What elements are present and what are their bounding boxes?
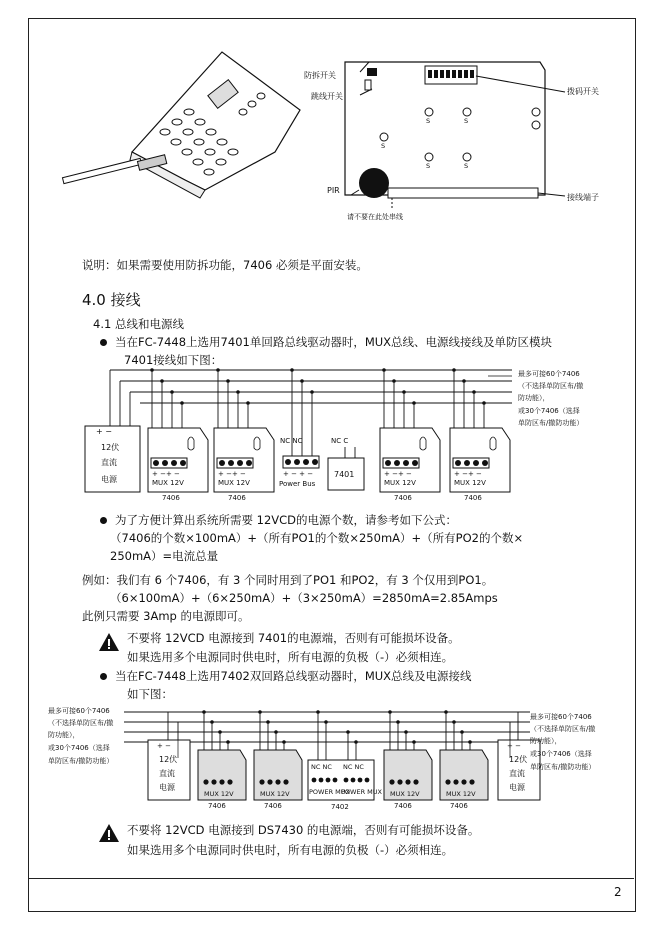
diagram1-note-line: 最多可接60个7406 <box>518 370 580 378</box>
d7402-nc: NC NC <box>311 763 332 771</box>
power-bus-terms: + − + − <box>283 470 314 478</box>
tamper-switch-label: 防拆开关 <box>304 71 336 80</box>
psu-power: 电源 <box>509 783 525 792</box>
d7402-name: 7402 <box>331 803 349 811</box>
no-wiring-label: 请不要在此处串线 <box>347 213 403 221</box>
module-name: 7406 <box>464 494 482 502</box>
diagram2-note-line: 防功能）， <box>48 731 80 739</box>
pir-label: PIR <box>327 186 340 195</box>
diagram2-note-line: 或30个7406（选择 <box>48 744 110 752</box>
diagram2-note-line: （不选择单防区布/撤 <box>48 719 114 727</box>
diagram1-note-line: 防功能）， <box>518 394 550 402</box>
diagram2-note-line: 或30个7406（选择 <box>530 750 592 758</box>
module-name: 7406 <box>450 802 468 810</box>
module-name: 7406 <box>394 494 412 502</box>
module-label: MUX 12V <box>390 790 420 798</box>
warning1-line2: 如果选用多个电源同时供电时，所有电源的负极（-）必须相连。 <box>127 650 454 664</box>
psu-12v: 12伏 <box>101 443 120 452</box>
warning2-line2: 如果选用多个电源同时供电时，所有电源的负极（-）必须相连。 <box>127 843 454 857</box>
module-terms: + −+ − <box>218 470 246 478</box>
diagram2-note-line: 最多可接60个7406 <box>48 707 110 715</box>
bullet-7401-text: 当在FC-7448上选用7401单回路总线驱动器时，MUX总线、电源线接线及单防区模块 <box>115 335 553 349</box>
warning2-line1: 不要将 12VCD 电源接到 DS7430 的电源端，否则有可能损坏设备。 <box>127 823 480 837</box>
screw-label: S <box>464 162 469 170</box>
example-line2: （6×100mA）+（6×250mA）+（3×250mA）=2850mA=2.85Amps <box>110 591 498 605</box>
page-number: 2 <box>614 885 622 899</box>
diagram2-note-line: 防功能）， <box>530 737 562 745</box>
psu-terminals: + − <box>507 742 521 750</box>
bullet-7401-line2: 7401接线如下图： <box>124 353 223 367</box>
module-label: MUX 12V <box>152 479 184 487</box>
warning-icon <box>98 823 120 843</box>
psu-terminals: + − <box>96 427 112 436</box>
module-name: 7406 <box>394 802 412 810</box>
screw-label: S <box>426 162 431 170</box>
module-label: MUX 12V <box>446 790 476 798</box>
d7402-nc: NC NC <box>343 763 364 771</box>
terminal-label: 接线端子 <box>567 193 599 202</box>
d7402-right-label: POWER MUX <box>341 788 382 796</box>
d7401-nc-c: NC C <box>331 437 349 445</box>
module-label: MUX 12V <box>204 790 234 798</box>
bullet-7402-line2: 如下图： <box>127 687 173 701</box>
diagram2-note-line: 单防区布/撤防功能） <box>530 763 596 771</box>
power-bus-label: Power Bus <box>279 480 316 488</box>
module-name: 7406 <box>264 802 282 810</box>
example-line3: 此例只需要 3Amp 的电源即可。 <box>82 609 250 623</box>
module-label: MUX 12V <box>384 479 416 487</box>
screw-label: S <box>381 142 386 150</box>
psu-dc: 直流 <box>509 769 525 778</box>
module-label: MUX 12V <box>454 479 486 487</box>
example-line1: 例如：我们有 6 个7406，有 3 个同时用到了PO1 和PO2，有 3 个仅用到PO1。 <box>82 573 494 587</box>
diagram1-note-line: （不选择单防区布/撤 <box>518 382 584 390</box>
module-terms: + −+ − <box>384 470 412 478</box>
diagram1-note-line: 单防区布/撤防功能） <box>518 419 584 427</box>
formula-line2: 250mA）=电流总量 <box>110 549 219 563</box>
module-name: 7406 <box>208 802 226 810</box>
formula-line1: （7406的个数×100mA）+（所有PO1的个数×250mA）+（所有PO2的个数× <box>110 531 524 545</box>
section-heading: 4.0 接线 <box>82 291 141 309</box>
diagram2-note-line: （不选择单防区布/撤 <box>530 725 596 733</box>
psu-dc: 直流 <box>101 458 117 467</box>
module-terms: + −+ − <box>152 470 180 478</box>
psu-12v: 12伏 <box>509 755 528 764</box>
psu-power: 电源 <box>159 783 175 792</box>
dip-switch-label: 拨码开关 <box>567 87 599 96</box>
psu-dc: 直流 <box>159 769 175 778</box>
module-terms: + −+ − <box>454 470 482 478</box>
psu-terminals: + − <box>157 742 171 750</box>
module-label: MUX 12V <box>260 790 290 798</box>
psu-power: 电源 <box>101 475 117 484</box>
d7401-label: 7401 <box>334 470 355 479</box>
jumper-switch-label: 跳线开关 <box>311 92 343 101</box>
psu-12v: 12伏 <box>159 755 178 764</box>
module-name: 7406 <box>162 494 180 502</box>
bullet-formula-text: 为了方便计算出系统所需要 12VCD的电源个数，请参考如下公式： <box>115 513 458 527</box>
screw-label: S <box>464 117 469 125</box>
subsection-heading: 4.1 总线和电源线 <box>93 317 184 331</box>
bullet-7402-text: 当在FC-7448上选用7402双回路总线驱动器时，MUX总线及电源接线 <box>115 669 472 683</box>
install-note: 说明：如果需要使用防拆功能，7406 必须是平面安装。 <box>82 258 368 272</box>
d7402-left-label: POWER MUX <box>309 788 350 796</box>
power-bus-nc: NC NC <box>280 437 303 445</box>
module-name: 7406 <box>228 494 246 502</box>
warning1-line1: 不要将 12VCD 电源接到 7401的电源端，否则有可能损坏设备。 <box>127 631 460 645</box>
screw-label: S <box>426 117 431 125</box>
diagram2-note-line: 最多可接60个7406 <box>530 713 592 721</box>
diagram1-note-line: 或30个7406（选择 <box>518 407 580 415</box>
diagram2-note-line: 单防区布/撤防功能） <box>48 757 114 765</box>
module-label: MUX 12V <box>218 479 250 487</box>
